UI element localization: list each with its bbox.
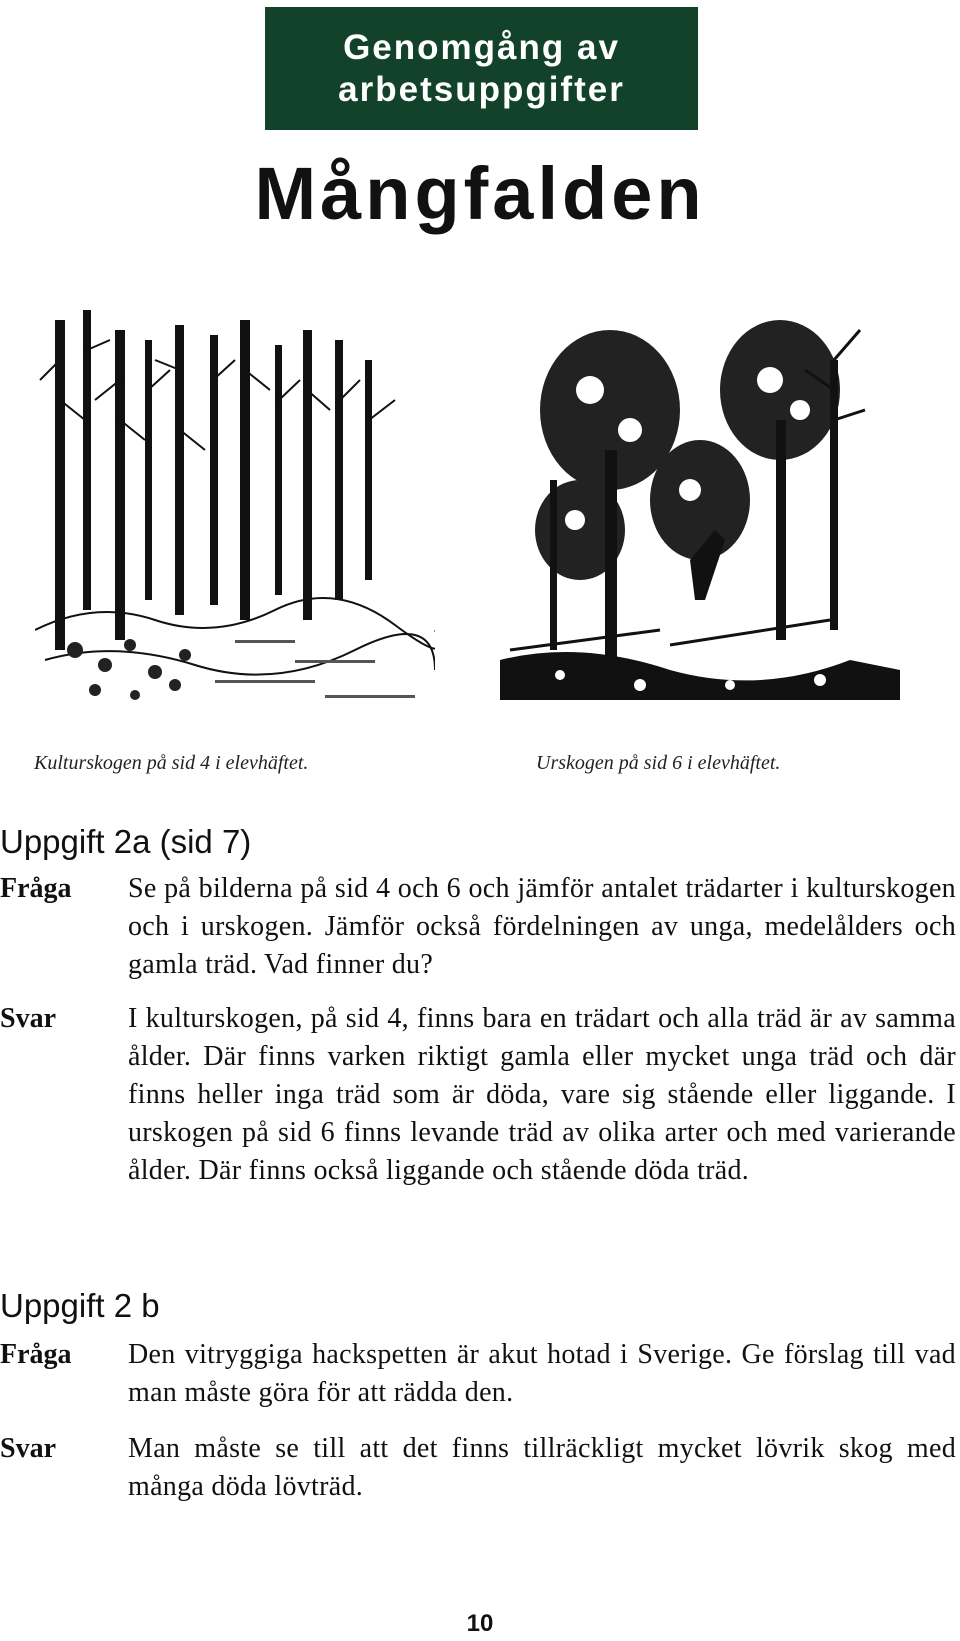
banner-line-1: Genomgång av	[343, 27, 620, 67]
task-2a-heading: Uppgift 2a (sid 7)	[0, 823, 252, 860]
banner-line-2: arbetsuppgifter	[338, 69, 625, 109]
task-2a-answer: I kulturskogen, på sid 4, finns bara en trädart och alla träd är av samma ålder. Där finns varken riktigt gamla eller mycket unga träd och där finns heller inga träd som är döda, vare sig stående eller liggande. I urskogen på sid 6 finns levande träd av olika arter och med varierande ålder. Där finns också liggande och stående döda träd.	[128, 1003, 956, 1186]
task-2a-question-label: Fråga	[0, 873, 72, 904]
page-title: Mångfalden	[254, 152, 706, 235]
task-2a-question: Se på bilderna på sid 4 och 6 och jämför antalet trädarter i kulturskogen och i urskogen. Jämför också fördelningen av unga, medelålders och gamla träd. Vad finner du?	[128, 873, 956, 980]
task-2a-answer-label: Svar	[0, 1003, 56, 1034]
task-2b-answer-label: Svar	[0, 1433, 56, 1464]
task-2b-question: Den vitryggiga hackspetten är akut hotad i Sverige. Ge förslag till vad man måste göra för att rädda den.	[128, 1339, 956, 1408]
task-2b-heading: Uppgift 2 b	[0, 1287, 160, 1324]
task-2b-question-label: Fråga	[0, 1339, 72, 1370]
caption-primeval-forest: Urskogen på sid 6 i elevhäftet.	[536, 752, 781, 774]
illustration-cultivated-forest	[35, 300, 435, 720]
caption-cultivated-forest: Kulturskogen på sid 4 i elevhäftet.	[34, 752, 309, 774]
task-2b-answer: Man måste se till att det finns tillräckligt mycket lövrik skog med många döda lövträd.	[128, 1433, 956, 1502]
illustration-primeval-forest	[500, 300, 900, 720]
section-banner	[265, 7, 698, 130]
page-number: 10	[466, 1610, 494, 1637]
